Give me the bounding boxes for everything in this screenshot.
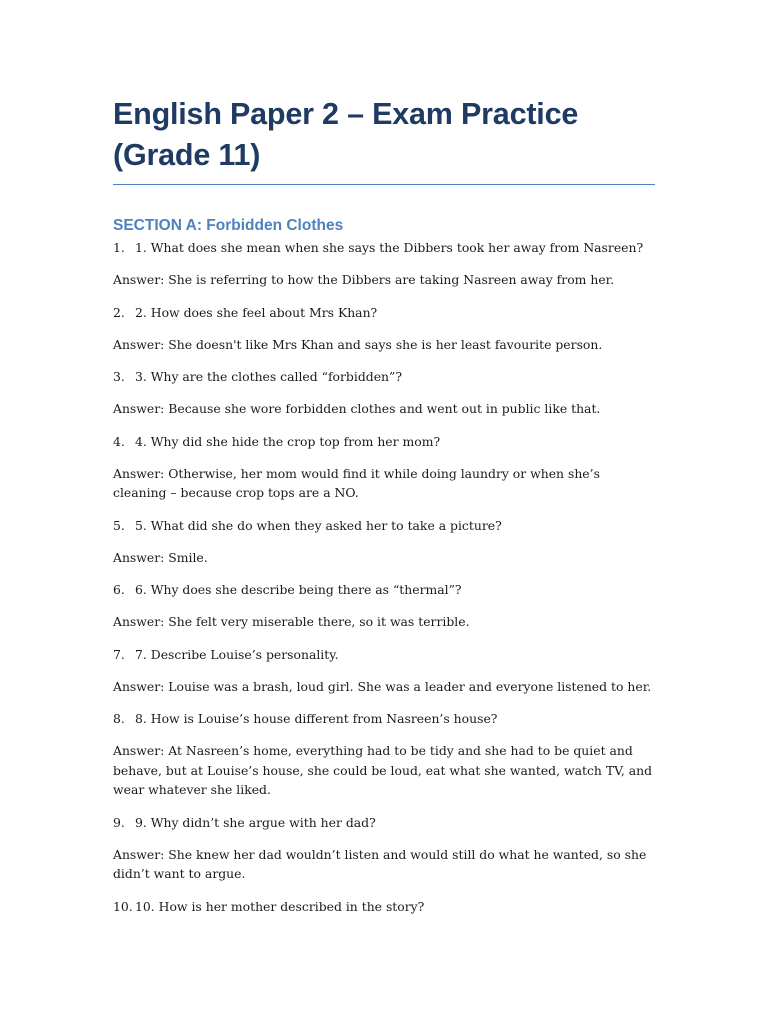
section-heading: SECTION A: Forbidden Clothes	[113, 217, 344, 234]
question-text: 3. Why are the clothes called “forbidden”?	[135, 369, 402, 384]
answer-text: Answer: At Nasreen’s home, everything had to be tidy and she had to be quiet and behave, but at Louise’s house, she could be loud, eat what she wanted, watch TV, and wear whatever she liked.	[113, 743, 653, 797]
question-number: 5.	[113, 517, 125, 533]
question-item	[113, 897, 655, 916]
question-text: 10. How is her mother described in the story?	[135, 898, 425, 914]
question-item	[113, 303, 655, 322]
question-number: 4.	[113, 433, 125, 449]
question-item	[113, 709, 655, 728]
question-item	[113, 580, 655, 599]
question-number: 10.	[113, 898, 133, 914]
answer-text: Answer: Otherwise, her mom would find it while doing laundry or when she’s cleaning – because crop tops are a NO.	[113, 465, 600, 500]
question-text: 5. What did she do when they asked her to take a picture?	[135, 517, 502, 533]
question-number: 1.	[113, 240, 125, 255]
question-item	[113, 516, 655, 535]
question-number: 2.	[113, 304, 125, 320]
answer-text: Answer: She knew her dad wouldn’t listen and would still do what he wanted, so she didn’t want to argue.	[113, 846, 647, 881]
question-item	[113, 432, 655, 451]
question-number: 7.	[113, 646, 125, 662]
question-list	[113, 238, 655, 916]
title-underline	[113, 184, 655, 185]
question-number: 3.	[113, 369, 125, 384]
answer-text: Answer: Louise was a brash, loud girl. She was a leader and everyone listened to her.	[113, 678, 652, 694]
question-number: 9.	[113, 814, 125, 830]
question-item	[113, 813, 655, 832]
question-text: 4. Why did she hide the crop top from her mom?	[135, 433, 441, 449]
question-text: 7. Describe Louise’s personality.	[135, 646, 339, 662]
question-number: 8.	[113, 711, 125, 726]
answer-text: Answer: Because she wore forbidden clothes and went out in public like that.	[113, 401, 601, 416]
question-number: 6.	[113, 582, 125, 597]
question-item	[113, 238, 655, 257]
question-text: 2. How does she feel about Mrs Khan?	[135, 304, 378, 320]
document-title: English Paper 2 – Exam Practice (Grade 11)	[113, 97, 579, 172]
question-text: 6. Why does she describe being there as “thermal”?	[135, 582, 462, 597]
question-text: 8. How is Louise’s house different from Nasreen’s house?	[135, 711, 498, 726]
question-text: 1. What does she mean when she says the Dibbers took her away from Nasreen?	[135, 240, 644, 255]
answer-text: Answer: She doesn't like Mrs Khan and says she is her least favourite person.	[113, 336, 603, 352]
answer-text: Answer: Smile.	[113, 549, 208, 565]
question-text: 9. Why didn’t she argue with her dad?	[135, 814, 376, 830]
answer-text: Answer: She is referring to how the Dibbers are taking Nasreen away from her.	[113, 272, 615, 287]
answer-text: Answer: She felt very miserable there, so it was terrible.	[113, 614, 470, 629]
document-page	[113, 94, 655, 916]
question-item	[113, 367, 655, 386]
question-item	[113, 645, 655, 664]
